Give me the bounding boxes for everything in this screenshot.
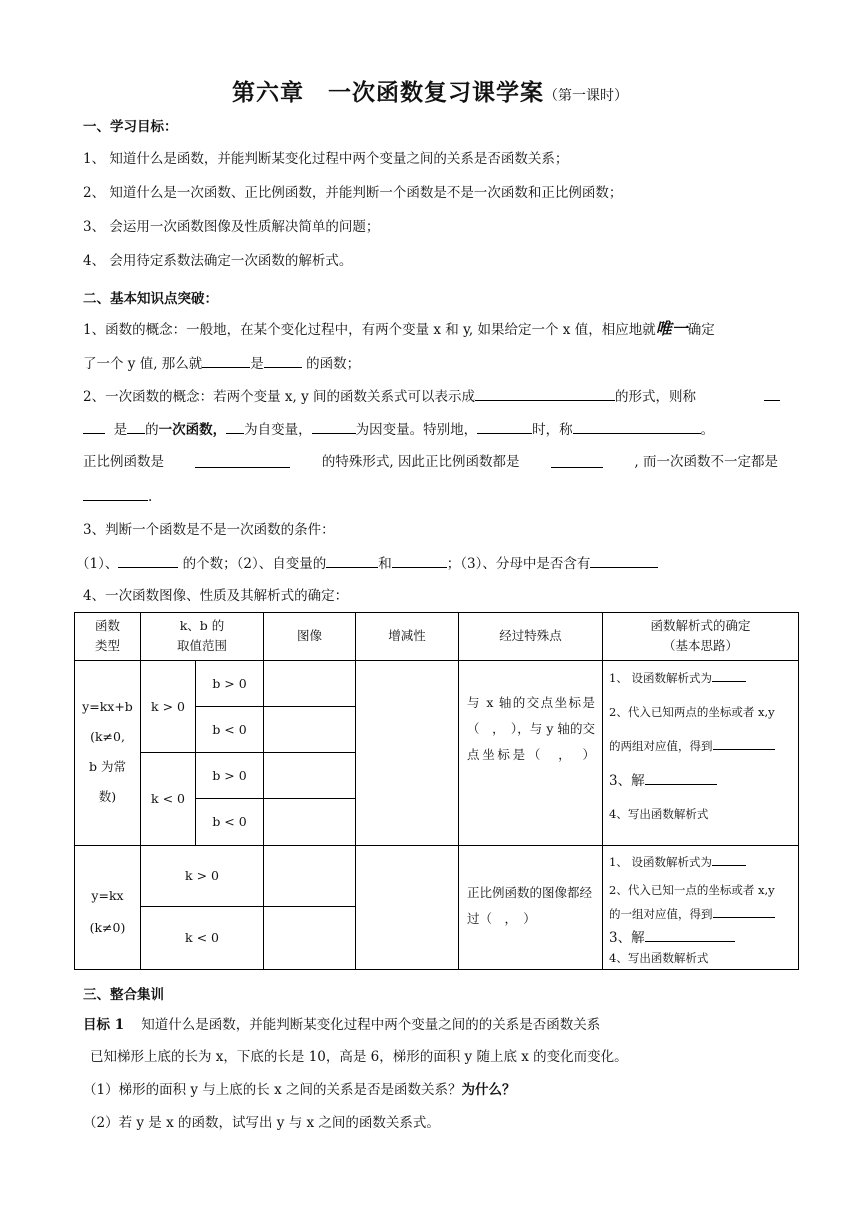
text: 函数 (94, 618, 120, 633)
text: 的特殊形式, 因此正比例函数都是 (321, 454, 520, 470)
blank[interactable] (475, 386, 615, 401)
text: y=kx+b (82, 699, 133, 714)
question-2: （2）若 y 是 x 的函数，试写出 y 与 x 之间的函数关系式。 (83, 1115, 440, 1131)
text: 确定 (687, 322, 715, 338)
section-heading-goals: 一、学习目标： (83, 119, 178, 135)
text: , 而一次函数不一定都是 (634, 454, 778, 470)
table-rule (140, 752, 355, 753)
text: (k≠0, (90, 729, 125, 744)
text: 函数解析式的确定 (650, 618, 751, 633)
text: 的形式，则称 (615, 389, 696, 405)
table-rule (602, 612, 603, 970)
header-expression (603, 616, 798, 656)
blank[interactable] (477, 419, 532, 434)
table-rule (458, 612, 459, 970)
step-1 (609, 852, 746, 872)
goal-item-1: 1、 知道什么是函数，并能判断某变化过程中两个变量之间的关系是否函数关系； (83, 151, 569, 167)
range-k-positive: k > 0 (151, 699, 185, 714)
text: 的两组对应值，得到 (609, 739, 713, 753)
text: 的个数；（2）、自变量的 (178, 556, 327, 572)
text: 的 (145, 422, 159, 438)
text: 1、 设函数解析式为 (609, 855, 712, 869)
text: 正比例函数是 (83, 454, 164, 470)
header-type (75, 616, 140, 656)
blank[interactable] (312, 419, 356, 434)
range-b-positive: b > 0 (212, 676, 247, 691)
linear-concept-line4 (83, 486, 152, 506)
type-proportional (75, 880, 140, 944)
blank[interactable] (202, 353, 250, 368)
text: 是 (113, 422, 128, 438)
range-k-negative: k < 0 (185, 930, 219, 945)
text: y=kx (91, 888, 124, 903)
text: (k≠0) (89, 920, 126, 935)
text: ；（3）、分母中是否含有 (446, 556, 591, 572)
goal-item-4: 4、 会用待定系数法确定一次函数的解析式。 (83, 253, 353, 269)
text: 知道什么是函数，并能判断某变化过程中两个变量之间的的关系是否函数关系 (141, 1017, 601, 1033)
table-rule (195, 798, 355, 799)
header-graph: 图像 (296, 628, 322, 643)
goal-1 (83, 1016, 600, 1034)
goal-item-2: 2、 知道什么是一次函数、正比例函数，并能判断一个函数是不是一次函数和正比例函数； (83, 185, 623, 201)
blank[interactable] (118, 553, 178, 568)
table-rule (263, 612, 264, 970)
header-special-points: 经过特殊点 (499, 628, 562, 643)
blank[interactable] (590, 553, 658, 568)
goal-label: 目标 1 (83, 1017, 125, 1033)
blank[interactable] (83, 419, 105, 434)
text: 类型 (94, 638, 120, 653)
text: 是 (250, 356, 264, 372)
blank[interactable] (392, 553, 447, 568)
type-linear (75, 692, 140, 812)
text: 3、解 (609, 773, 645, 789)
table-rule (74, 969, 799, 970)
text: 为自变量， (244, 422, 312, 438)
question-1 (83, 1081, 516, 1099)
step-2: 2、代入已知一点的坐标或者 x,y (609, 883, 775, 897)
text: . (148, 489, 153, 505)
blank[interactable] (326, 553, 378, 568)
blank[interactable] (264, 353, 302, 368)
range-k-negative: k < 0 (151, 791, 185, 806)
table-heading: 4、一次函数图像、性质及其解析式的确定： (83, 588, 349, 604)
criteria-line (76, 553, 658, 573)
text: 。 (700, 422, 715, 438)
blank[interactable] (713, 737, 775, 750)
blank[interactable] (713, 905, 775, 918)
section-heading-knowledge: 二、基本知识点突破： (83, 291, 218, 307)
text: 取值范围 (176, 638, 227, 653)
step-1 (609, 668, 746, 688)
text: 为什么？ (461, 1082, 516, 1098)
section-heading-practice: 三、整合集训 (83, 987, 164, 1003)
step-2b (609, 904, 775, 924)
goal-item-3: 3、 会运用一次函数图像及性质解决简单的问题； (83, 219, 380, 235)
range-b-positive: b > 0 (212, 768, 247, 783)
text: 1、函数的概念：一般地，在某个变化过程中，有两个变量 x 和 y, 如果给定一个 x 值，相应地就 (83, 322, 656, 338)
step-3 (609, 770, 717, 790)
emphasis-linear: 一次函数， (158, 422, 227, 438)
linear-concept-line2 (83, 419, 714, 439)
step-2b (609, 736, 775, 756)
text: 了一个 y 值, 那么就 (83, 356, 203, 372)
blank[interactable] (226, 419, 244, 434)
text: （1）梯形的面积 y 与上底的长 x 之间的关系是否是函数关系？ (83, 1082, 462, 1098)
blank[interactable] (645, 927, 735, 942)
text: （基本思路） (662, 638, 738, 653)
text: 1、 设函数解析式为 (609, 671, 712, 685)
blank-line-end[interactable] (764, 386, 780, 405)
emphasis-unique: 唯一 (655, 319, 688, 338)
range-b-negative: b < 0 (212, 814, 247, 829)
text: 的函数； (301, 356, 361, 372)
criteria-heading: 3、判断一个函数是不是一次函数的条件： (83, 522, 335, 538)
special-points-proportional: 正比例函数的图像都经过（ ， ） (467, 885, 593, 926)
table-rule (74, 612, 799, 613)
blank[interactable] (573, 419, 701, 434)
function-concept-line1 (83, 320, 715, 339)
range-b-negative: b < 0 (212, 722, 247, 737)
blank[interactable] (645, 770, 717, 785)
function-concept-line2 (83, 353, 360, 373)
problem-statement: 已知梯形上底的长为 x，下底的长是 10，高是 6，梯形的面积 y 随上底 x 的变化而变化。 (90, 1049, 628, 1065)
blank[interactable] (712, 853, 746, 866)
table-rule (355, 612, 356, 970)
text: 时，称 (532, 422, 573, 438)
text: b 为常 (89, 759, 126, 774)
linear-concept-line3 (83, 453, 778, 471)
blank[interactable] (195, 453, 290, 468)
text: （1）、 (76, 556, 119, 572)
text: 数) (98, 789, 117, 804)
step-2: 2、代入已知两点的坐标或者 x,y (609, 705, 775, 719)
header-monotonicity: 增减性 (388, 628, 426, 643)
title-main: 第六章 一次函数复习课学案 (232, 79, 544, 106)
table-rule (74, 660, 799, 661)
text: 为因变量。特别地， (355, 422, 478, 438)
table-rule (798, 612, 799, 970)
blank[interactable] (127, 419, 145, 434)
linear-concept-line1 (83, 386, 696, 406)
text: 2、一次函数的概念：若两个变量 x, y 间的函数关系式可以表示成 (83, 389, 475, 405)
text: 的一组对应值，得到 (609, 907, 713, 921)
step-4: 4、写出函数解析式 (609, 807, 709, 821)
title-sub: （第一课时） (544, 88, 628, 104)
step-3 (609, 927, 735, 947)
blank[interactable] (712, 669, 746, 682)
special-points-linear: 与 x 轴的交点坐标是（ ， ），与 y 轴的交点坐标是（ ， ） (467, 695, 595, 762)
header-range (141, 616, 263, 656)
text: 3、解 (609, 930, 645, 946)
text: 和 (378, 556, 392, 572)
page-title (0, 74, 860, 107)
table-rule (140, 906, 355, 907)
table-rule (74, 845, 799, 846)
range-k-positive: k > 0 (185, 868, 219, 883)
table-rule (195, 706, 355, 707)
text: k、b 的 (179, 618, 225, 633)
step-4: 4、写出函数解析式 (609, 951, 709, 965)
blank[interactable] (83, 486, 148, 501)
blank[interactable] (551, 453, 603, 468)
